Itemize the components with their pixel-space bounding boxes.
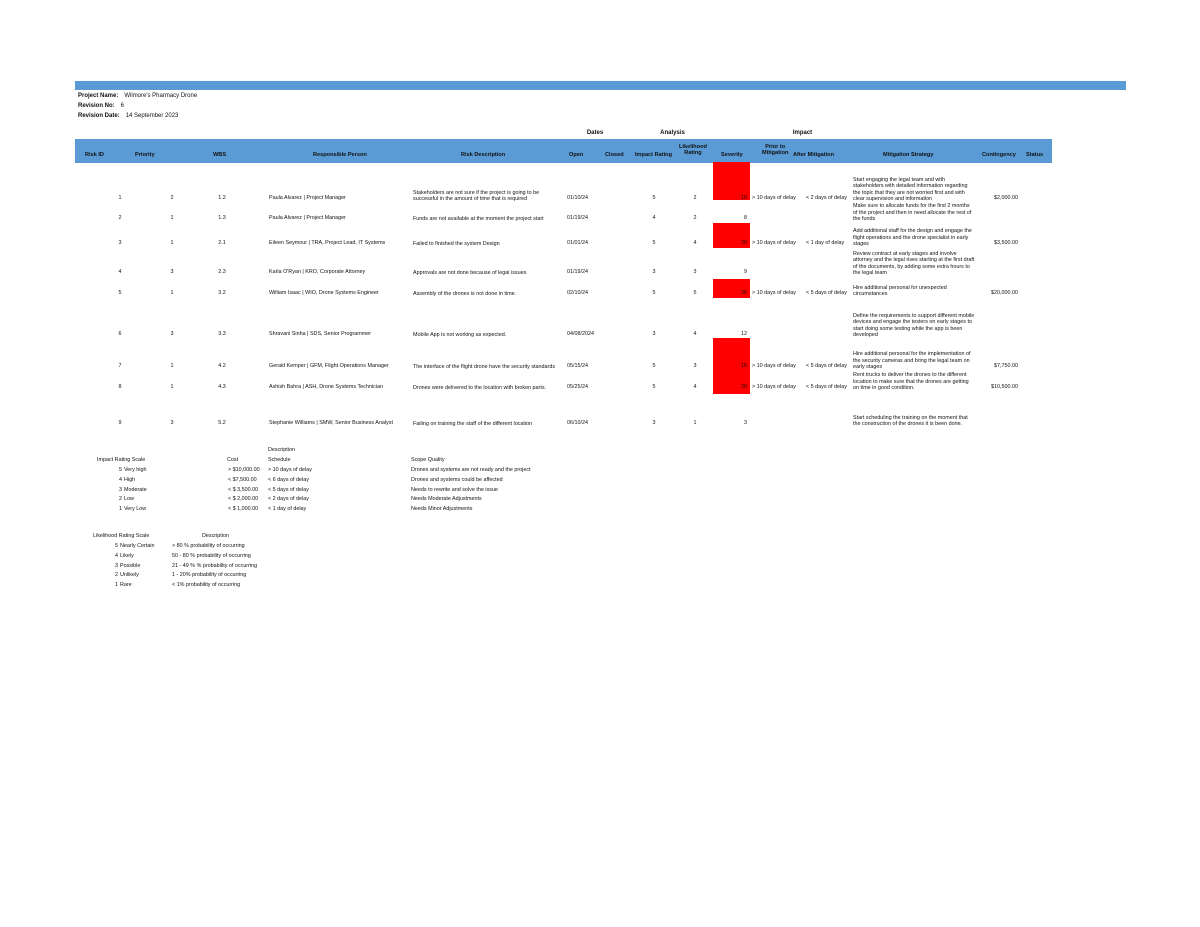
cell-open: 05/15/24 (567, 363, 588, 369)
cell-prior: > 10 days of delay (752, 290, 796, 296)
col-after: After Mitigation (793, 152, 835, 158)
cell-prior: > 10 days of delay (752, 384, 796, 390)
cell-open: 01/10/24 (567, 195, 588, 201)
cell-open: 06/10/24 (567, 420, 588, 426)
col-wbs: WBS (213, 152, 227, 158)
likelihood-scale-desc: > 80 % probability of occurring (172, 543, 245, 549)
likelihood-scale-level: 4 (115, 552, 118, 559)
cell-contingency: $20,000.00 (991, 290, 1018, 296)
impact-scale-level: 4 (119, 476, 122, 483)
impact-schedule-header: Schedule (268, 457, 291, 463)
cell-person: Ashish Bahra | ASH, Drone Systems Technician (269, 384, 383, 390)
cell-impact: 3 (652, 331, 656, 337)
impact-scale-schedule: > 10 days of delay (268, 467, 312, 473)
cell-id: 3 (118, 240, 122, 246)
cell-likelihood: 5 (693, 290, 697, 296)
cell-id: 2 (118, 215, 122, 221)
cell-wbs: 3.2 (218, 290, 226, 296)
impact-scale-cost: > $10,000.00 (228, 467, 260, 473)
cell-description: Funds are not available at the moment the project start (413, 215, 544, 222)
impact-scope-header: Scope Quality (411, 457, 445, 463)
cell-open: 01/01/24 (567, 240, 588, 246)
cell-priority: 1 (170, 384, 174, 390)
cell-id: 9 (118, 420, 122, 426)
col-contingency: Contingency (982, 152, 1016, 158)
cell-after: < 5 days of delay (806, 290, 847, 296)
cell-description: Approvals are not done because of legal issues (413, 269, 527, 276)
cell-wbs: 2.3 (218, 269, 226, 275)
cell-open: 01/19/24 (567, 215, 588, 221)
impact-scale-cost: < $ 2,000.00 (228, 496, 259, 503)
impact-scale-cost: < $7,500.00 (228, 476, 257, 483)
cell-likelihood: 1 (693, 420, 697, 426)
cell-id: 5 (118, 290, 122, 296)
cell-strategy: Add additional staff for the design and engage the flight operations and the drone specialist in early stages (853, 228, 972, 247)
cell-severity: 10 (741, 195, 747, 201)
col-status: Status (1026, 152, 1044, 158)
likelihood-description-title: Description (202, 533, 229, 539)
likelihood-scale-label: Rare (120, 582, 132, 589)
cell-person: Shravani Sinha | SDS, Senior Programmer (269, 331, 372, 337)
revision-date (78, 112, 178, 120)
cell-impact: 5 (652, 290, 656, 296)
cell-contingency: $3,500.00 (994, 240, 1018, 246)
cell-description: Assembly of the drones is not done in time. (413, 290, 517, 297)
cell-severity: 3 (744, 420, 747, 426)
impact-scale-scope: Needs Moderate Adjustments (411, 496, 482, 503)
cell-priority: 3 (170, 331, 174, 337)
likelihood-scale-level: 3 (115, 562, 118, 569)
likelihood-scale-desc: < 1% probability of occurring (172, 582, 241, 589)
impact-scale-label: Low (124, 496, 134, 503)
cell-wbs: 4.3 (218, 384, 226, 390)
cell-after: < 1 day of delay (806, 240, 845, 246)
cell-contingency: $7,750.00 (994, 363, 1018, 369)
impact-scale-cost: < $ 1,000.00 (228, 506, 259, 513)
cell-severity: 8 (744, 215, 747, 221)
project-name-label: Project Name: (78, 93, 119, 99)
group-header-dates: Dates (586, 130, 604, 136)
cell-priority: 2 (170, 195, 174, 201)
cell-strategy: Make sure to allocate funds for the first 2 months of the project and then in need allocate the rest of the funds (853, 203, 972, 222)
project-name-value: Wilmore's Pharmacy Drone (124, 93, 198, 99)
col-severity: Severity (721, 152, 743, 158)
impact-scale-schedule: < 6 days of delay (268, 476, 309, 483)
cell-prior: > 10 days of delay (752, 240, 796, 246)
cell-after: < 5 days of delay (806, 363, 847, 369)
revision-no-value: 6 (120, 103, 125, 109)
cell-person: Stephanie Williams | SMW, Senior Business Analyst (269, 420, 393, 426)
cell-severity: 9 (744, 269, 747, 275)
cell-likelihood: 4 (693, 240, 697, 246)
impact-scale-schedule: < 2 days of delay (268, 496, 309, 503)
cell-strategy: Rent trucks to deliver the drones to the different location to make sure that the drones are getting on time in good condition. (853, 372, 969, 391)
cell-strategy: Hire additional personal for unexpected circumstances (853, 284, 947, 297)
col-description: Risk Description (461, 152, 506, 158)
cell-likelihood: 3 (693, 269, 697, 275)
cell-severity: 15 (741, 363, 747, 369)
cell-id: 6 (118, 331, 122, 337)
cell-wbs: 3.3 (218, 331, 226, 337)
cell-severity: 20 (741, 240, 747, 246)
likelihood-scale-label: Unlikely (120, 572, 139, 579)
col-risk-id: Risk ID (85, 152, 104, 158)
impact-scale-schedule: < 1 day of delay (268, 506, 307, 513)
cell-id: 1 (118, 195, 122, 201)
cell-likelihood: 3 (693, 363, 697, 369)
impact-scale-level: 3 (119, 486, 122, 493)
cell-person: William Isaac | WIO, Drone Systems Engineer (269, 290, 379, 296)
cell-likelihood: 2 (693, 195, 697, 201)
col-likelihood-line1: Likelihood (679, 144, 707, 150)
impact-scale-label: Very high (124, 467, 147, 473)
col-open: Open (569, 152, 584, 158)
cell-description: Stakeholders are not sure if the project is going to be successful in the amount of time that is required (413, 189, 540, 202)
col-prior-line2: Mitigation (762, 150, 789, 156)
col-strategy: Mitigation Strategy (883, 152, 934, 158)
likelihood-scale-desc: 21 - 49 % % probability of occurring (172, 562, 258, 569)
cell-description: The interface of the flight drone have the security standards (413, 363, 556, 370)
table-header (75, 139, 1052, 163)
col-closed: Closed (605, 152, 624, 158)
likelihood-scale-label: Possible (120, 562, 141, 569)
cell-prior: > 10 days of delay (752, 195, 796, 201)
likelihood-scale-level: 5 (115, 543, 118, 549)
cell-description: Mobile App is not working as expected. (413, 331, 507, 338)
col-priority: Priority (135, 152, 155, 158)
impact-scale-cost: < $ 3,500.00 (228, 486, 259, 493)
cell-likelihood: 2 (693, 215, 697, 221)
cell-id: 8 (118, 384, 122, 390)
cell-wbs: 4.2 (218, 363, 226, 369)
cell-contingency: $2,000.00 (994, 195, 1018, 201)
cell-strategy: Start scheduling the training on the moment that the construction of the drones it is been done. (853, 414, 968, 427)
cell-impact: 3 (652, 420, 656, 426)
likelihood-scale-desc: 1 - 20% probability of occurring (172, 572, 247, 579)
cell-priority: 1 (170, 290, 174, 296)
cell-impact: 5 (652, 363, 656, 369)
cell-open: 05/25/24 (567, 384, 588, 390)
title-bar (75, 81, 1126, 90)
impact-scale-label: Very Low (124, 506, 147, 513)
cell-person: Eileen Seymour | TRA, Project Lead, IT Systems (269, 240, 386, 246)
cell-prior: > 10 days of delay (752, 363, 796, 369)
cell-wbs: 2.1 (218, 240, 226, 246)
cell-open: 01/19/24 (567, 269, 588, 275)
cell-severity: 25 (741, 290, 747, 296)
impact-description-title: Description (268, 447, 295, 453)
cell-priority: 1 (170, 240, 174, 246)
col-responsible: Responsible Person (313, 152, 367, 158)
impact-cost-header: Cost (227, 457, 239, 463)
cell-wbs: 1.3 (218, 215, 226, 221)
cell-strategy: Review contract at early stages and involve attorney and the legal rises starting at the first draft of the documents, by adding some extra hours to the legal team (853, 251, 975, 276)
likelihood-scale-level: 2 (115, 572, 118, 579)
likelihood-scale-label: Likely (120, 552, 134, 559)
col-impact-rating: Impact Rating (635, 152, 672, 158)
cell-description: Drones were delivered to the location with broken parts. (413, 384, 547, 391)
cell-priority: 1 (170, 215, 174, 221)
impact-scale-title: Impact Rating Scale (97, 457, 146, 463)
cell-wbs: 5.2 (218, 420, 226, 426)
revision-no (78, 102, 124, 110)
cell-after: < 5 days of delay (806, 384, 847, 390)
impact-scale-level: 1 (119, 506, 122, 513)
cell-strategy: Hire additional personal for the implementation of the security cameras and bring the legal team on early stages (853, 351, 971, 370)
cell-strategy: Define the requirements to support different mobile devices and engage the testers on early stages to start doing some testing while the app is been developed (853, 313, 975, 338)
impact-scale-label: High (124, 476, 136, 483)
cell-impact: 5 (652, 384, 656, 390)
cell-contingency: $10,500.00 (991, 384, 1018, 390)
likelihood-scale-label: Nearly Certain (120, 543, 155, 549)
impact-scale-label: Moderate (124, 486, 147, 493)
cell-person: Paula Alvarez | Project Manager (269, 195, 346, 201)
cell-strategy: Start engaging the legal team and with stakeholders with detailed information regarding the topic that they are not worried first and with clear supervision and information (853, 177, 968, 202)
cell-impact: 3 (652, 269, 656, 275)
revision-no-label: Revision No: (78, 103, 115, 109)
impact-scale-level: 5 (119, 467, 122, 473)
cell-person: Karla O'Ryan | KRO, Corporate Attorney (269, 269, 366, 275)
col-likelihood-line2: Rating (684, 150, 702, 156)
impact-scale-schedule: < 5 days of delay (268, 486, 309, 493)
likelihood-scale-desc: 50 - 80 % probability of occurring (172, 552, 251, 559)
cell-impact: 5 (652, 195, 656, 201)
cell-priority: 3 (170, 420, 174, 426)
impact-scale-scope: Needs to rewrite and solve the issue (411, 486, 498, 493)
cell-person: Gerald Kemper | GFM, Flight Operations Manager (269, 363, 389, 369)
cell-likelihood: 4 (693, 384, 697, 390)
cell-impact: 5 (652, 240, 656, 246)
group-header-impact: Impact (792, 130, 813, 136)
col-prior (762, 144, 788, 156)
cell-person: Paula Alvarez | Project Manager (269, 215, 346, 221)
impact-scale-scope: Drones and systems could be affected (411, 476, 503, 483)
cell-priority: 1 (170, 363, 174, 369)
cell-after: < 2 days of delay (806, 195, 847, 201)
impact-scale-scope: Needs Minor Adjustments (411, 506, 473, 513)
cell-priority: 3 (170, 269, 174, 275)
project-name (78, 92, 197, 100)
revision-date-value: 14 September 2023 (125, 113, 179, 119)
impact-scale-level: 2 (119, 496, 122, 503)
cell-id: 7 (118, 363, 122, 369)
cell-wbs: 1.2 (218, 195, 226, 201)
revision-date-label: Revision Date: (78, 113, 120, 119)
col-prior-line1: Prior to (765, 144, 786, 150)
group-header-analysis: Analysis (660, 130, 685, 136)
cell-severity: 12 (741, 331, 747, 337)
cell-open: 04/08/2024 (567, 331, 594, 337)
likelihood-scale-level: 1 (115, 582, 118, 589)
cell-severity: 20 (741, 384, 747, 390)
impact-scale-scope: Drones and systems are not ready and the project (411, 467, 531, 473)
cell-description: Failing on training the staff of the different location (413, 420, 533, 427)
cell-impact: 4 (652, 215, 656, 221)
col-likelihood (679, 144, 707, 156)
cell-id: 4 (118, 269, 122, 275)
cell-description: Failed to finished the system Design (413, 240, 500, 247)
cell-open: 02/10/24 (567, 290, 588, 296)
likelihood-scale-title: Likelihood Rating Scale (93, 533, 150, 539)
cell-likelihood: 4 (693, 331, 697, 337)
